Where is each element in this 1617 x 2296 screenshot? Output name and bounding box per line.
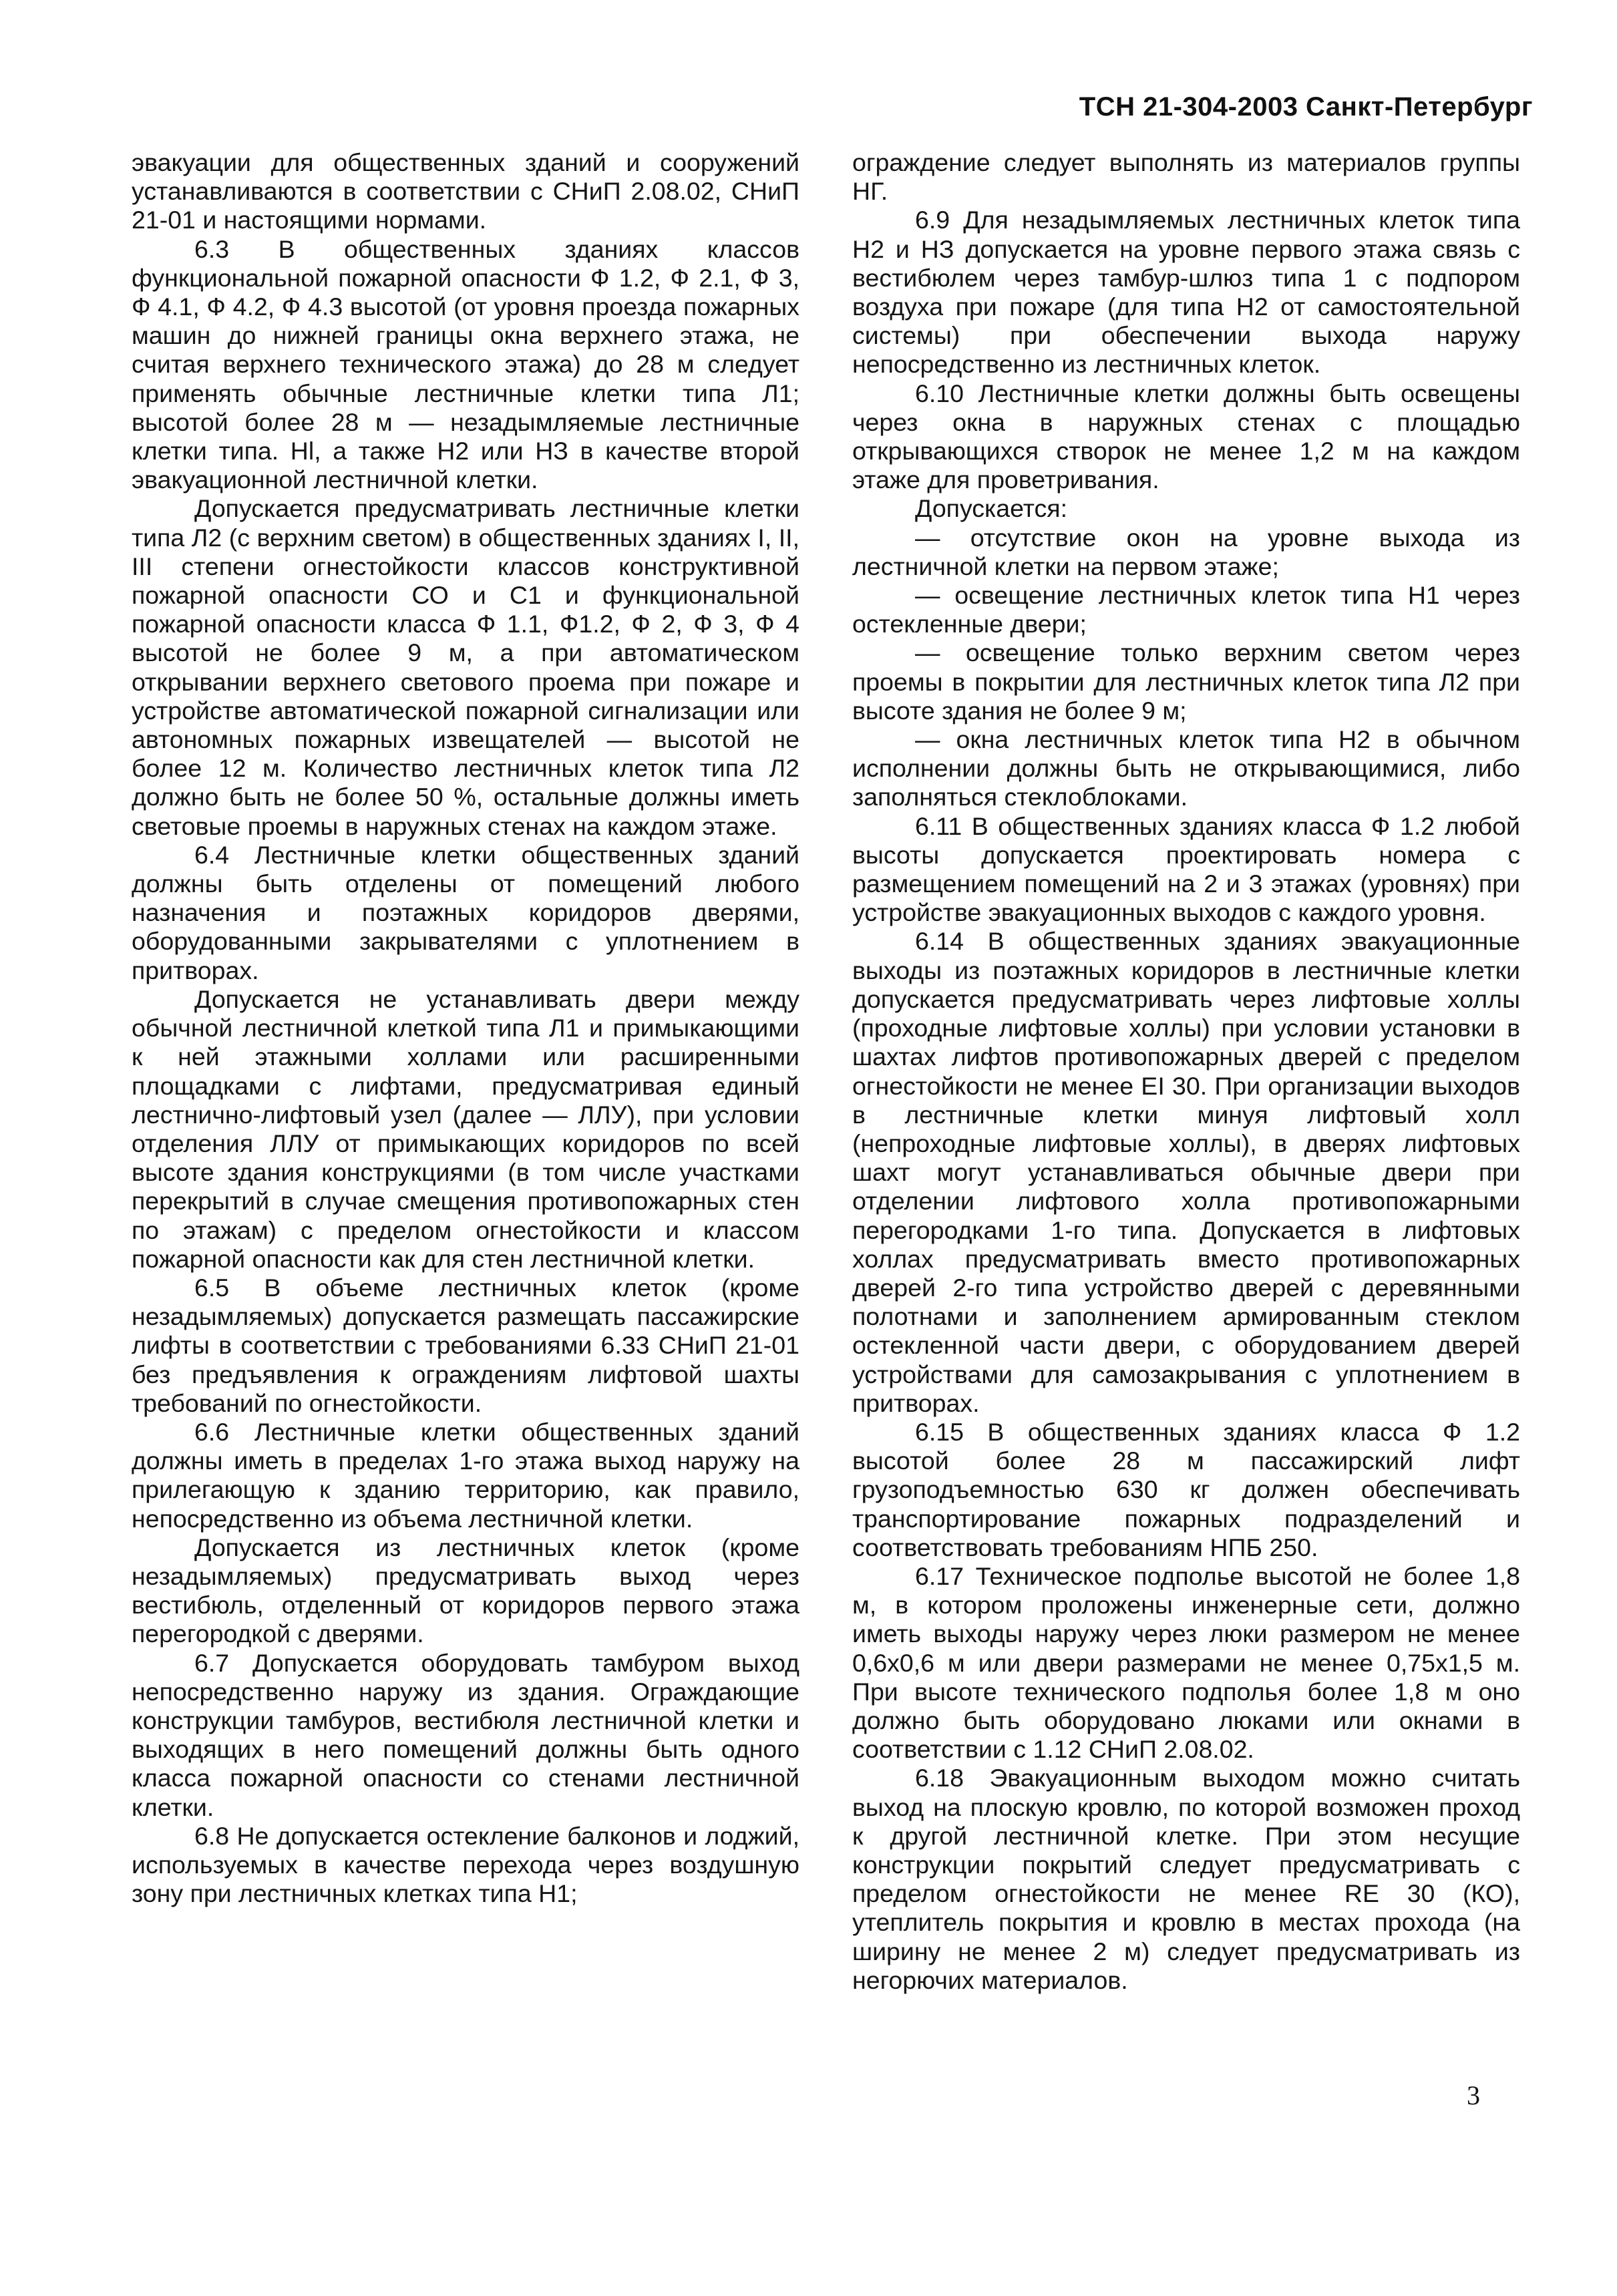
paragraph: ограждение следует выполнять из материалов группы НГ. [852,148,1520,206]
paragraph: Допускается: [915,494,1067,523]
paragraph: 6.9 Для незадымляемых лестничных клеток типа Н2 и НЗ допускается на уровне первого этажа связь с вестибюлем через тамбур-шлюз типа 1 с подпором воздуха при пожаре (для типа Н2 от самостоятельной системы) при обеспечении выхода наружу непосредственно из лестничных клеток. [852,206,1520,379]
paragraph: 6.17 Техническое подполье высотой не более 1,8 м, в котором проложены инженерные сети, должно иметь выходы наружу через люки размером не менее 0,6х0,6 м или двери размерами не менее 0,75х1,5 м. При высоте технического подполья более 1,8 м оно должно быть оборудовано люками или окнами в соответствии с 1.12 СНиП 2.08.02. [852,1561,1520,1764]
list-item: — окна лестничных клеток типа Н2 в обычном исполнении должны быть не открывающимися, либо заполняться стеклоблоками. [852,725,1520,811]
list-item: — освещение лестничных клеток типа Н1 через остекленные двери; [852,581,1520,638]
paragraph: 6.8 Не допускается остекление балконов и лоджий, используемых в качестве перехода через воздушную зону при лестничных клетках типа Н1; [132,1821,799,1908]
document-header: ТСН 21-304-2003 Санкт-Петербург [1079,92,1533,122]
paragraph: 6.6 Лестничные клетки общественных зданий должны иметь в пределах 1-го этажа выход наружу на прилегающую к зданию территорию, как правило, непосредственно из объема лестничной клетки. [132,1417,799,1533]
paragraph: 6.10 Лестничные клетки должны быть освещены через окна в наружных стенах с площадью открывающихся створок не менее 1,2 м на каждом этаже для проветривания. [852,379,1520,494]
paragraph: Допускается из лестничных клеток (кроме незадымляемых) предусматривать выход через вестибюль, отделенный от коридоров первого этажа перегородкой с дверями. [132,1533,799,1648]
paragraph: 6.3 В общественных зданиях классов функциональной пожарной опасности Ф 1.2, Ф 2.1, Ф 3, Ф 4.1, Ф 4.2, Ф 4.3 высотой (от уровня проезда пожарных машин до нижней границы окна верхнего этажа, не считая верхнего технического этажа) до 28 м следует применять обычные лестничные клетки типа Л1; высотой более 28 м — незадымляемые лестничные клетки типа. Hl, а также Н2 или НЗ в качестве второй эвакуационной лестничной клетки. [132,234,799,494]
right-column [852,148,1520,1995]
paragraph: Допускается не устанавливать двери между обычной лестничной клеткой типа Л1 и примыкающими к ней этажными холлами или расширенными площадками с лифтами, предусматривая единый лестнично-лифтовый узел (далее — ЛЛУ), при условии отделения ЛЛУ от примыкающих коридоров по всей высоте здания конструкциями (в том числе участками перекрытий в случае смещения противопожарных стен по этажам) с пределом огнестойкости и классом пожарной опасности как для стен лестничной клетки. [132,984,799,1273]
paragraph: 6.14 В общественных зданиях эвакуационные выходы из поэтажных коридоров в лестничные клетки допускается предусматривать через лифтовые холлы (проходные лифтовые холлы) при условии установки в шахтах лифтов противопожарных дверей с пределом огнестойкости не менее EI 30. При организации выходов в лестничные клетки минуя лифтовый холл (непроходные лифтовые холлы), в дверях лифтовых шахт могут устанавливаться обычные двери при отделении лифтового холла противопожарными перегородками 1-го типа. Допускается в лифтовых холлах предусматривать вместо противопожарных дверей 2-го типа устройство дверей с деревянными полотнами и заполнением армированным стеклом остекленной части двери, с оборудованием дверей устройствами для самозакрывания с уплотнением в притворах. [852,927,1520,1417]
list-item: — отсутствие окон на уровне выхода из лестничной клетки на первом этаже; [852,523,1520,580]
paragraph: Допускается предусматривать лестничные клетки типа Л2 (с верхним светом) в общественных зданиях I, II, III степени огнестойкости классов конструктивной пожарной опасности СО и С1 и функциональной пожарной опасности класса Ф 1.1, Ф1.2, Ф 2, Ф 3, Ф 4 высотой не более 9 м, а при автоматическом открывании верхнего светового проема при пожаре и устройстве автоматической пожарной сигнализации или автономных пожарных извещателей — высотой не более 12 м. Количество лестничных клеток типа Л2 должно быть не более 50 %, остальные должны иметь световые проемы в наружных стенах на каждом этаже. [132,494,799,840]
paragraph: 6.7 Допускается оборудовать тамбуром выход непосредственно наружу из здания. Ограждающие конструкции тамбуров, вестибюля лестничной клетки и выходящих в него помещений должны быть одного класса пожарной опасности со стенами лестничной клетки. [132,1648,799,1821]
page-number: 3 [1467,2080,1480,2110]
paragraph: 6.18 Эвакуационным выходом можно считать выход на плоскую кровлю, по которой возможен проход к другой лестничной клетке. При этом несущие конструкции покрытий следует предусматривать с пределом огнестойкости не менее RE 30 (КО), утеплитель покрытия и кровлю в местах прохода (на ширину не менее 2 м) следует предусматривать из негорючих материалов. [852,1764,1520,1994]
paragraph: 6.4 Лестничные клетки общественных зданий должны быть отделены от помещений любого назначения и поэтажных коридоров дверями, оборудованными закрывателями с уплотнением в притворах. [132,840,799,984]
paragraph: 6.5 В объеме лестничных клеток (кроме незадымляемых) допускается размещать пассажирские лифты в соответствии с требованиями 6.33 СНиП 21-01 без предъявления к ограждениям лифтовой шахты требований по огнестойкости. [132,1273,799,1417]
left-column [132,148,799,1908]
paragraph: эвакуации для общественных зданий и сооружений устанавливаются в соответствии с СНиП 2.08.02, СНиП 21-01 и настоящими нормами. [132,148,799,234]
paragraph: 6.15 В общественных зданиях класса Ф 1.2 высотой более 28 м пассажирский лифт грузоподъемностью 630 кг должен обеспечивать транспортирование пожарных подразделений и соответствовать требованиям НПБ 250. [852,1417,1520,1561]
paragraph: 6.11 В общественных зданиях класса Ф 1.2 любой высоты допускается проектировать номера с размещением помещений на 2 и 3 этажах (уровнях) при устройстве эвакуационных выходов с каждого уровня. [852,811,1520,927]
list-item: — освещение только верхним светом через проемы в покрытии для лестничных клеток типа Л2 при высоте здания не более 9 м; [852,638,1520,725]
